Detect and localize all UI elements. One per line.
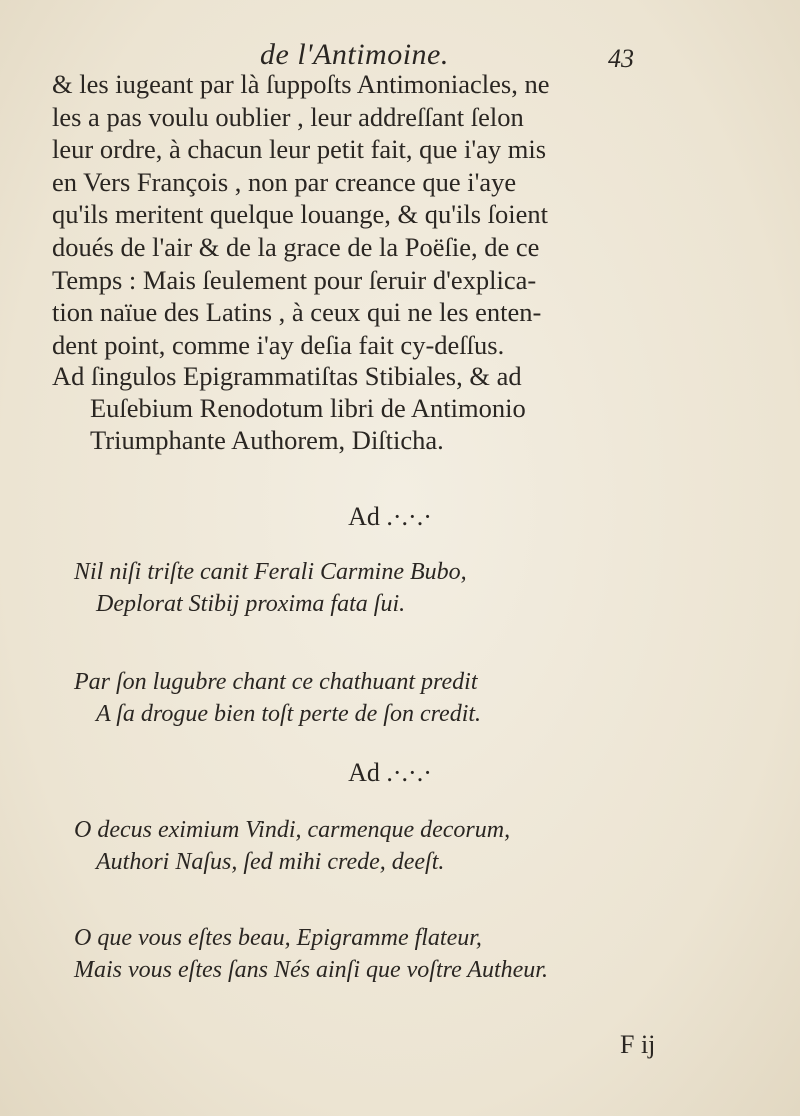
page-number: 43 [608,44,634,73]
verse-line: O decus eximium Vindi, carmenque decorum, [74,817,511,843]
french-distich [74,666,481,730]
address-heading: Ad .·.·.· [348,758,432,787]
verse-line: Deplorat Stibij proxima fata ſui. [96,591,406,617]
address-heading: Ad .·.·.· [348,502,432,531]
prose-line: les a pas voulu oublier , leur addreſſant ſelon [52,101,524,132]
prose-line: dent point, comme i'ay deſia fait cy-deſſus. [52,329,505,360]
prose-line: & les iugeant par là ſuppoſts Antimoniacles, ne [52,69,550,99]
verse-line: Mais vous eſtes ſans Nés ainſi que voſtre Autheur. [74,957,548,983]
prose-paragraph [52,68,712,361]
prose-line: leur ordre, à chacun leur petit fait, que i'ay mis [52,134,547,165]
dedication-line: Ad ſingulos Epigrammatiſtas Stibiales, & ad [52,361,522,391]
prose-line: doués de l'air & de la grace de la Poëſie, de ce [52,231,540,262]
latin-distich [74,814,510,878]
prose-line: tion naïue des Latins , à ceux qui ne les enten- [52,297,542,328]
prose-line: Temps : Mais ſeulement pour ſeruir d'explica- [52,264,537,295]
dedication-line: Triumphante Authorem, Diſticha. [90,425,444,455]
verse-line: A ſa drogue bien toſt perte de ſon credit. [96,701,482,727]
verse-line: Authori Naſus, ſed mihi crede, deeſt. [96,849,445,875]
french-distich [74,922,548,986]
dedication-line: Euſebium Renodotum libri de Antimonio [90,393,526,423]
latin-distich [74,556,467,620]
dedication-heading [52,360,712,456]
prose-line: qu'ils meritent quelque louange, & qu'ils ſoient [52,199,549,230]
running-title: de l'Antimoine. [260,38,449,71]
prose-line: en Vers François , non par creance que i'aye [52,166,517,197]
verse-line: Par ſon lugubre chant ce chathuant predit [74,669,478,695]
verse-line: Nil niſi triſte canit Ferali Carmine Bubo, [74,559,467,585]
verse-line: O que vous eſtes beau, Epigramme flateur, [74,925,482,951]
signature-mark: F ij [620,1030,656,1059]
